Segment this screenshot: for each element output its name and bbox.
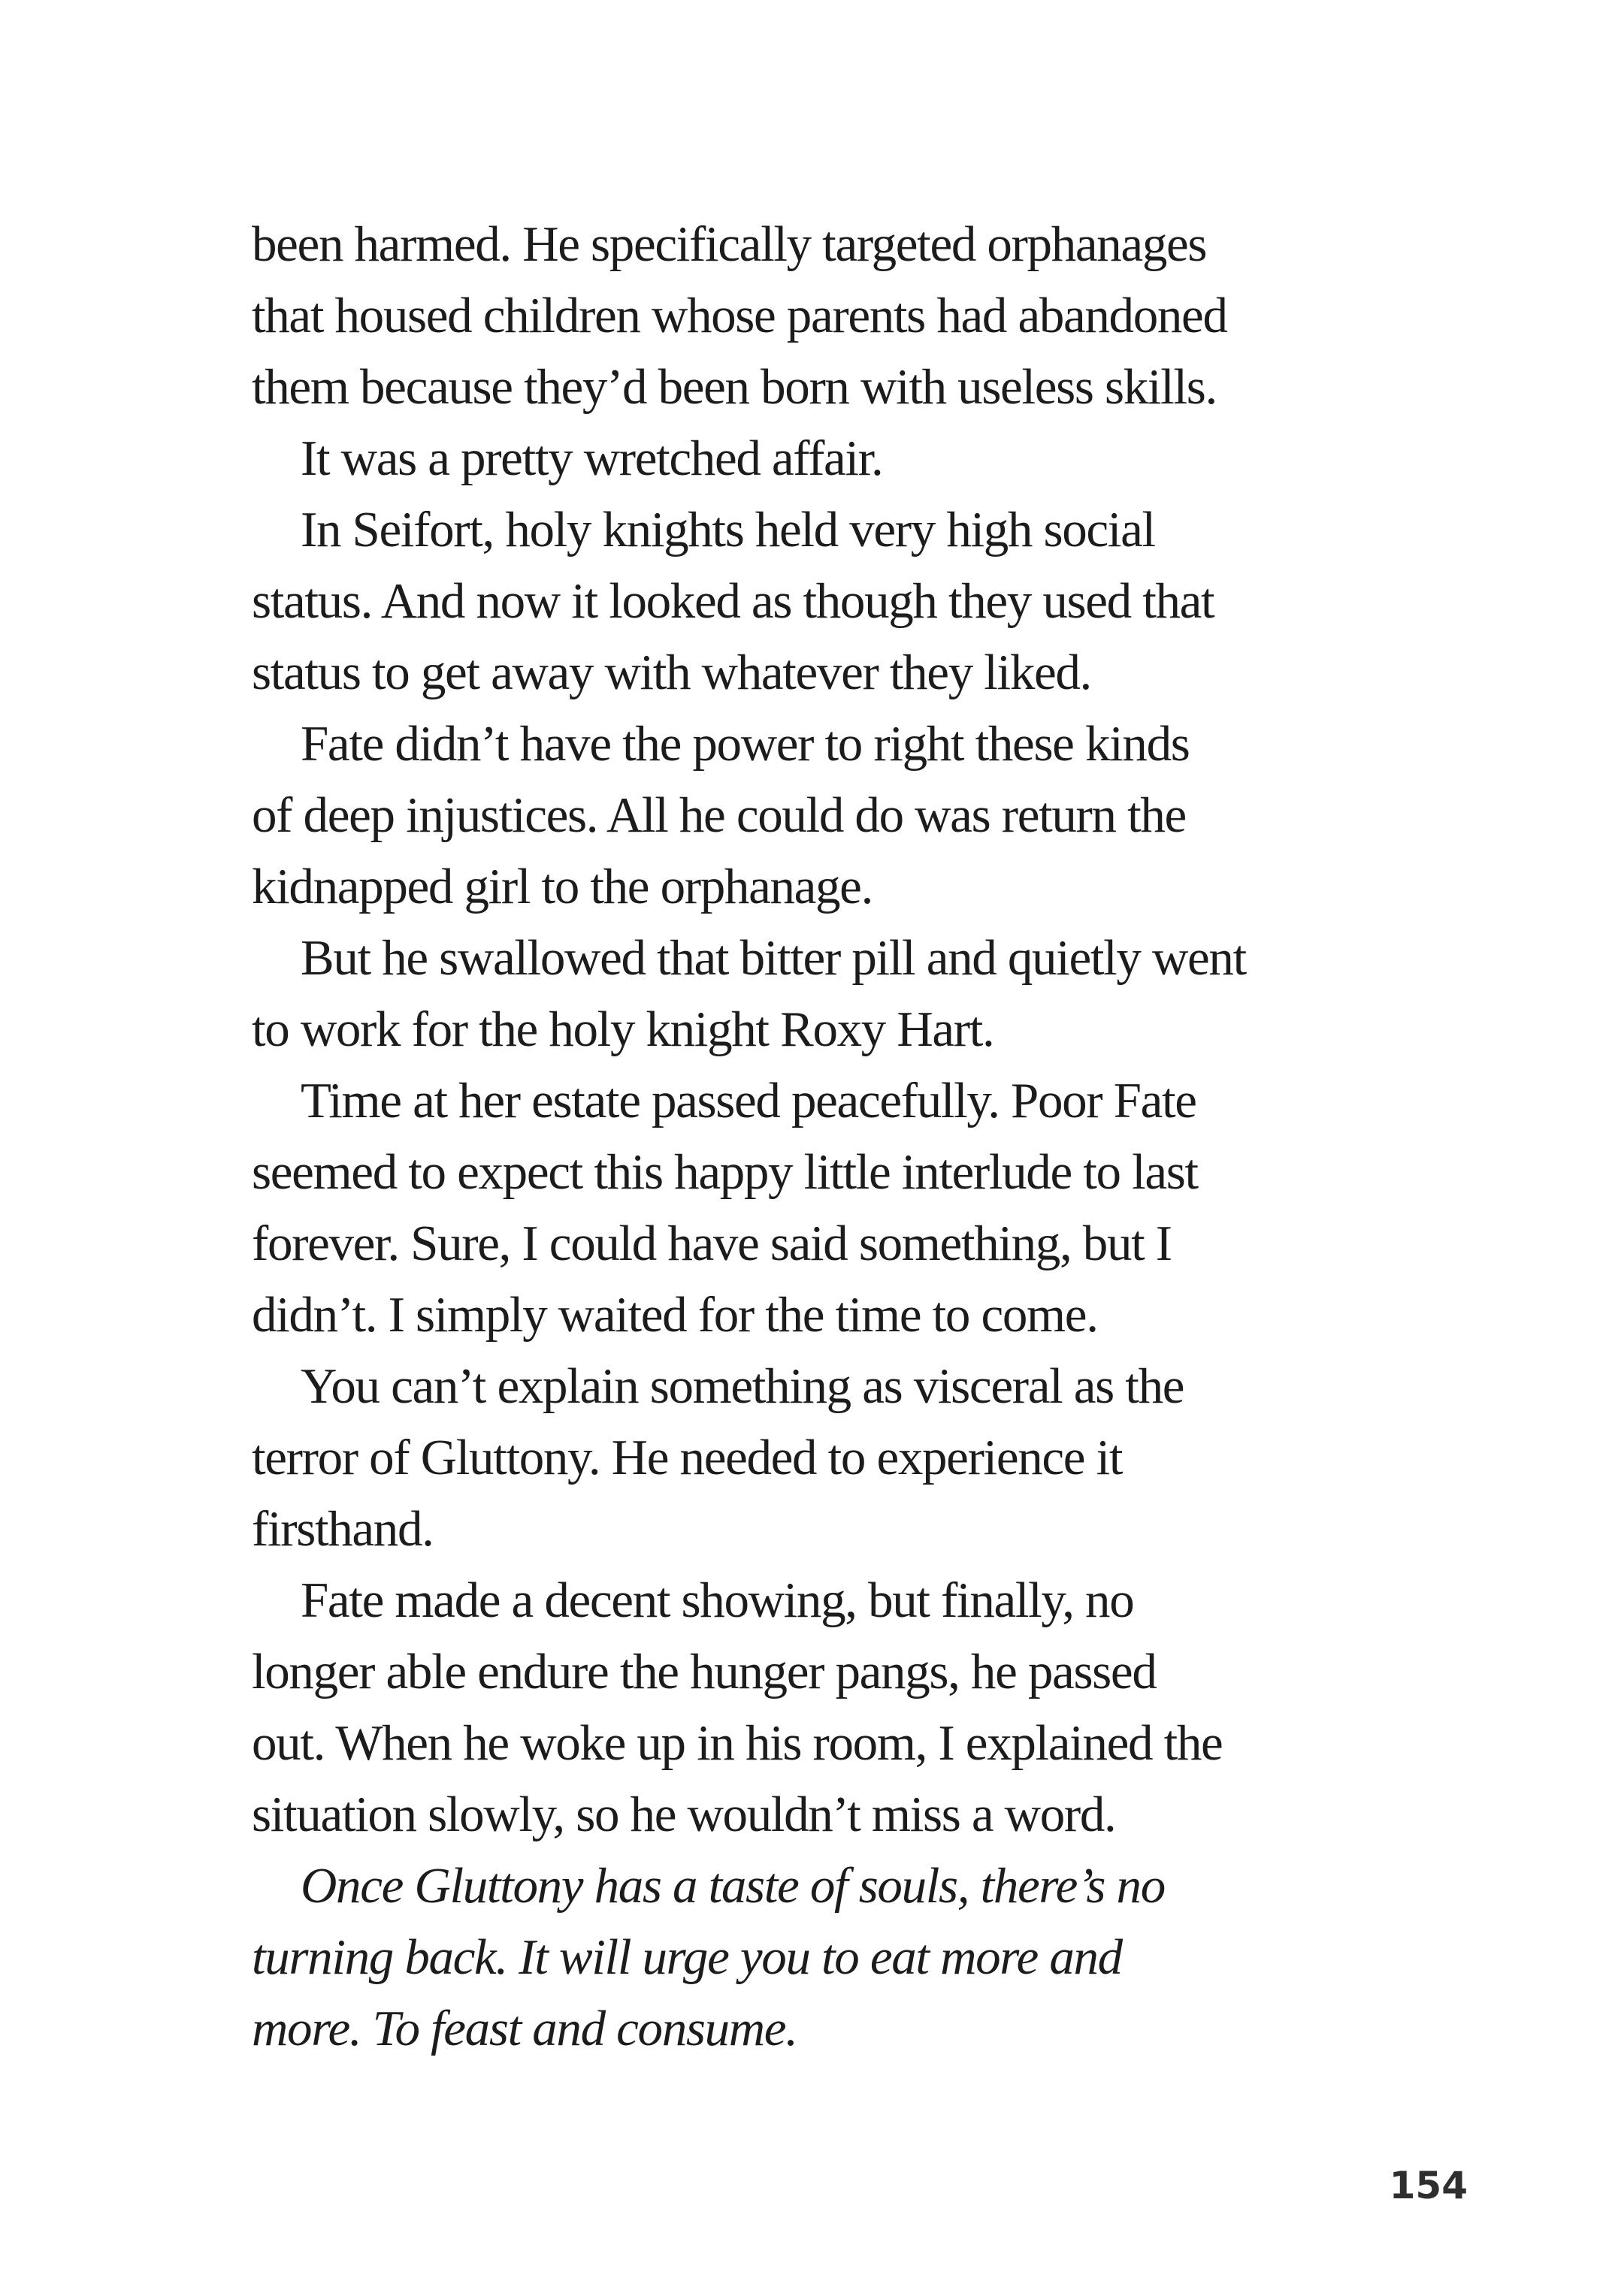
- text-line: You can’t explain something as visceral as the: [301, 1358, 1184, 1414]
- text-line: Fate didn’t have the power to right these kinds: [301, 716, 1190, 772]
- text-line: Fate made a decent showing, but finally, no: [301, 1572, 1134, 1628]
- text-line: to work for the holy knight Roxy Hart.: [252, 1001, 994, 1057]
- text-line: them because they’d been born with useless skills.: [252, 359, 1217, 415]
- text-line: It was a pretty wretched affair.: [301, 430, 883, 486]
- text-line: Time at her estate passed peacefully. Poor Fate: [301, 1073, 1196, 1128]
- page-number: 154: [1389, 2164, 1468, 2207]
- text-line: kidnapped girl to the orphanage.: [252, 859, 873, 914]
- text-line: situation slowly, so he wouldn’t miss a word.: [252, 1787, 1116, 1842]
- paragraph: [252, 1065, 1447, 1351]
- text-line: Once Gluttony has a taste of souls, there’s no: [301, 1858, 1165, 1914]
- text-line: of deep injustices. All he could do was return the: [252, 787, 1186, 843]
- text-line: firsthand.: [252, 1501, 434, 1557]
- text-line: didn’t. I simply waited for the time to come.: [252, 1287, 1098, 1343]
- paragraph: [252, 708, 1447, 923]
- text-body: [252, 209, 1447, 2065]
- text-line: turning back. It will urge you to eat more and: [252, 1929, 1122, 1985]
- text-line: more. To feast and consume.: [252, 2001, 797, 2056]
- paragraph: [252, 494, 1447, 708]
- text-line: seemed to expect this happy little interlude to last: [252, 1144, 1198, 1200]
- text-line: status to get away with whatever they liked.: [252, 645, 1091, 700]
- paragraph: [252, 423, 1447, 494]
- text-line: out. When he woke up in his room, I explained the: [252, 1715, 1223, 1771]
- paragraph: [252, 1565, 1447, 1850]
- text-line: been harmed. He specifically targeted orphanages: [252, 216, 1207, 272]
- text-line: terror of Gluttony. He needed to experience it: [252, 1430, 1123, 1485]
- paragraph: [252, 209, 1447, 423]
- paragraph: [252, 1351, 1447, 1565]
- text-line: But he swallowed that bitter pill and quietly went: [301, 930, 1246, 986]
- text-line: status. And now it looked as though they used that: [252, 573, 1214, 629]
- text-line: that housed children whose parents had abandoned: [252, 288, 1227, 343]
- paragraph: [252, 1850, 1447, 2065]
- paragraph: [252, 923, 1447, 1065]
- text-line: longer able endure the hunger pangs, he passed: [252, 1644, 1157, 1699]
- text-line: forever. Sure, I could have said something, but I: [252, 1216, 1172, 1271]
- text-line: In Seifort, holy knights held very high social: [301, 502, 1155, 557]
